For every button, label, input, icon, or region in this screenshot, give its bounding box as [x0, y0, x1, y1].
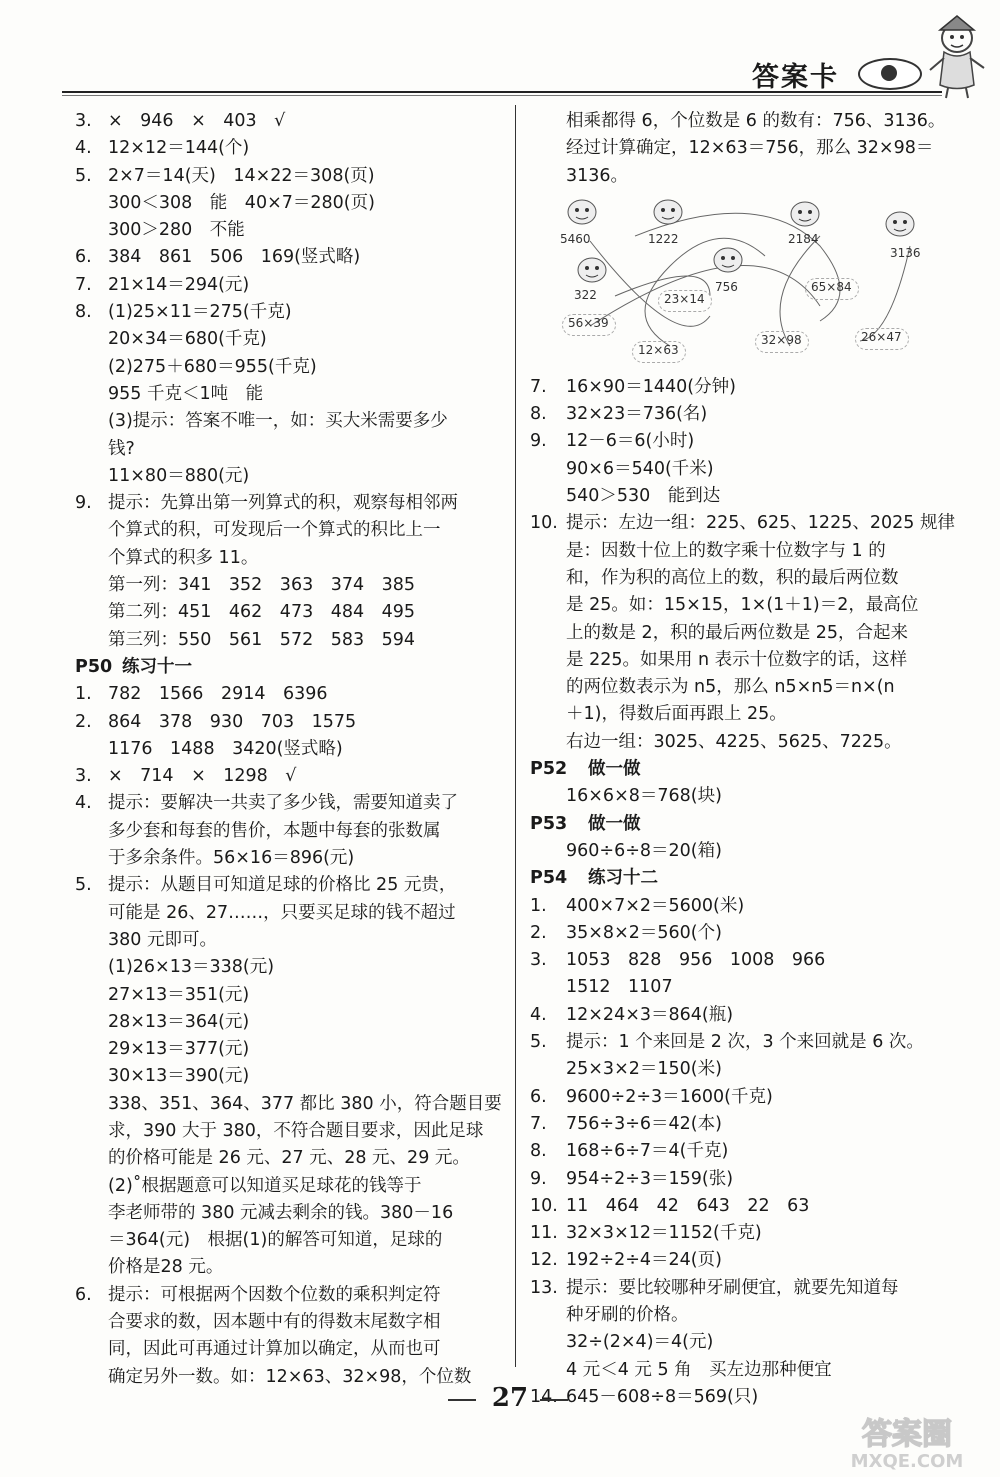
figure-label: 23×14: [664, 291, 705, 306]
answer-text: 合要求的数，因本题中有的得数末尾数字相: [108, 1312, 441, 1333]
answer-text: 第三列：550 561 572 583 594: [108, 629, 416, 650]
watermark-url: MXQE.COM: [850, 1451, 964, 1472]
answer-text: 是 225。如果用 n 表示十位数字的话，这样: [566, 649, 908, 670]
answer-text: 同，因此可再通过计算加以确定，从而也可: [108, 1339, 441, 1360]
answer-line: [530, 163, 950, 190]
answer-line: [530, 1275, 950, 1302]
answer-line: [75, 190, 505, 217]
right-column: [530, 108, 955, 1411]
answer-text: 782 1566 2914 6396: [108, 684, 328, 705]
answer-line: [530, 1302, 950, 1329]
question-number: 5.: [75, 165, 92, 186]
answer-text: 20×34＝680(千克): [108, 329, 267, 350]
answer-text: 864 378 930 703 1575: [108, 711, 357, 732]
cartoon-character-icon: [648, 196, 688, 228]
answer-line: [530, 456, 950, 483]
question-number: 3.: [530, 950, 547, 971]
section-page-ref: P52: [530, 759, 568, 780]
answer-line: [530, 401, 950, 428]
section-heading: [530, 811, 950, 838]
answer-text: 16×6×8＝768(块): [566, 786, 722, 807]
answer-text: 求，390 大于 380，不符合题目要求，因此足球: [108, 1120, 484, 1141]
question-number: 9.: [75, 493, 92, 514]
answer-line: [530, 647, 950, 674]
right-column-bottom: [530, 374, 955, 1411]
answer-line: [530, 947, 950, 974]
answer-line: [75, 681, 505, 708]
answer-text: 是 25。如：15×15，1×(1＋1)＝2，最高位: [566, 595, 919, 616]
question-number: 10.: [530, 513, 558, 534]
answer-text: (2)˚根据题意可以知道买足球花的钱等于: [108, 1175, 422, 1196]
question-number: 2.: [75, 711, 92, 732]
answer-text: 32×3×12＝1152(千克): [566, 1223, 762, 1244]
answer-text: 4 元＜4 元 5 角 买左边那种便宜: [566, 1359, 832, 1380]
header-rule-thin: [62, 95, 942, 96]
figure-label: 12×63: [638, 342, 679, 357]
answer-line: [75, 517, 505, 544]
answer-line: [75, 790, 505, 817]
question-number: 12.: [530, 1250, 558, 1271]
section-page-ref: P53: [530, 813, 568, 834]
answer-line: [75, 272, 505, 299]
answer-text: 192÷2÷4＝24(页): [566, 1250, 722, 1271]
question-number: 9.: [530, 431, 547, 452]
answer-text: 11×80＝880(元): [108, 465, 250, 486]
header-title: 答案卡: [752, 62, 839, 93]
answer-line: [530, 428, 950, 455]
answer-text: 960÷6÷8＝20(箱): [566, 840, 722, 861]
answer-line: [530, 1329, 950, 1356]
answer-line: [75, 299, 505, 326]
figure-label: 26×47: [861, 329, 902, 344]
figure-label: 56×39: [568, 315, 609, 330]
left-column: [75, 108, 505, 1391]
answer-line: [75, 872, 505, 899]
answer-text: 2×7＝14(天) 14×22＝308(页): [108, 165, 375, 186]
answer-text: 1176 1488 3420(竖式略): [108, 738, 343, 759]
figure-label: 1222: [648, 231, 679, 246]
figure-label: 65×84: [811, 279, 852, 294]
answer-text: 30×13＝390(元): [108, 1066, 250, 1087]
figure-label: 5460: [560, 231, 591, 246]
answer-text: 的两位数表示为 n5，那么 n5×n5＝n×(n: [566, 677, 895, 698]
answer-line: [75, 1336, 505, 1363]
answer-line: [530, 1247, 950, 1274]
answer-text: 价格是28 元。: [108, 1257, 224, 1278]
answer-text: 32÷(2×4)＝4(元): [566, 1332, 714, 1353]
cartoon-character-icon: [880, 208, 920, 240]
answer-line: [530, 483, 950, 510]
question-number: 6.: [530, 1086, 547, 1107]
answer-line: [75, 572, 505, 599]
answer-text: 400×7×2＝5600(米): [566, 895, 745, 916]
column-divider: [515, 105, 516, 1367]
question-number: 3.: [75, 111, 92, 131]
answer-text: 1512 1107: [566, 977, 673, 998]
answer-line: [75, 490, 505, 517]
answer-text: (1)26×13＝338(元): [108, 957, 275, 978]
answer-line: [75, 763, 505, 790]
question-number: 3.: [75, 766, 92, 787]
eye-logo-icon: [858, 58, 922, 90]
answer-line: [75, 1364, 505, 1391]
answer-text: 29×13＝377(元): [108, 1039, 250, 1060]
section-title: 做一做: [588, 759, 641, 780]
answer-line: [75, 1227, 505, 1254]
answer-text: 90×6＝540(千米): [566, 458, 714, 479]
answer-line: [75, 163, 505, 190]
answer-line: [75, 408, 505, 435]
cartoon-character-icon: [708, 244, 748, 276]
answer-text: 9600÷2÷3＝1600(千克): [566, 1086, 773, 1107]
answer-text: ＋1)，得数后面再跟上 25。: [566, 704, 787, 725]
answer-line: [75, 845, 505, 872]
answer-text: 300＜308 能 40×7＝280(页): [108, 192, 375, 213]
answer-text: 第二列：451 462 473 484 495: [108, 602, 416, 623]
question-number: 5.: [530, 1032, 547, 1053]
matching-figure: [560, 196, 950, 366]
answer-line: [530, 1384, 950, 1411]
question-number: 2.: [530, 922, 547, 943]
answer-text: (2)275＋680＝955(千克): [108, 356, 317, 377]
answer-line: [75, 1173, 505, 1200]
answer-line: [530, 783, 950, 810]
answer-line: [75, 381, 505, 408]
answer-text: 是：因数十位上的数字乘十位数字与 1 的: [566, 540, 886, 561]
mascot-illustration-icon: [922, 10, 992, 100]
answer-text: 提示：从题目可知道足球的价格比 25 元贵，: [108, 875, 457, 896]
answer-line: [75, 1009, 505, 1036]
answer-line: [530, 1111, 950, 1138]
answer-text: 27×13＝351(元): [108, 984, 250, 1005]
section-heading: [530, 865, 950, 892]
answer-line: [75, 982, 505, 1009]
page-header: [0, 0, 1000, 100]
answer-text: 756÷3÷6＝42(本): [566, 1113, 722, 1134]
answer-line: [75, 326, 505, 353]
answer-line: [530, 108, 950, 135]
answer-text: 168÷6÷7＝4(千克): [566, 1141, 729, 1162]
answer-line: [75, 599, 505, 626]
answer-text: 提示：左边一组：225、625、1225、2025 规律: [566, 513, 955, 534]
answer-text: 个算式的积多 11。: [108, 547, 259, 568]
question-number: 10.: [530, 1195, 558, 1216]
answer-line: [75, 244, 505, 271]
question-number: 6.: [75, 247, 92, 268]
answer-line: [530, 701, 950, 728]
answer-line: [530, 538, 950, 565]
answer-line: [530, 135, 950, 162]
section-page-ref: P54: [530, 868, 568, 889]
answer-text: 钱?: [108, 438, 135, 459]
answer-text: 相乘都得 6，个位数是 6 的数有：756、3136。: [566, 111, 946, 131]
answer-line: [75, 135, 505, 162]
answer-text: 种牙刷的价格。: [566, 1304, 689, 1325]
answer-line: [75, 436, 505, 463]
answer-text: 28×13＝364(元): [108, 1011, 250, 1032]
section-title: 练习十二: [588, 868, 658, 889]
question-number: 13.: [530, 1277, 558, 1298]
answer-line: [75, 463, 505, 490]
answer-line: [75, 217, 505, 244]
answer-text: 提示：先算出第一列算式的积，观察每相邻两: [108, 493, 458, 514]
answer-text: 第一列：341 352 363 374 385: [108, 575, 416, 596]
answer-text: 可能是 26、27……，只要买足球的钱不超过: [108, 902, 456, 923]
answer-text: 25×3×2＝150(米): [566, 1059, 722, 1080]
answer-text: 上的数是 2，积的最后两位数是 25，合起来: [566, 622, 909, 643]
figure-label: 3136: [890, 245, 921, 260]
answer-line: [75, 1309, 505, 1336]
answer-line: [530, 1056, 950, 1083]
answer-line: [530, 920, 950, 947]
answer-line: [75, 954, 505, 981]
answer-text: 35×8×2＝560(个): [566, 922, 722, 943]
section-title: 练习十一: [122, 656, 192, 677]
figure-label: 756: [715, 279, 738, 294]
answer-text: 提示：1 个来回是 2 次，3 个来回就是 6 次。: [566, 1032, 924, 1053]
question-number: 4.: [75, 138, 92, 159]
figure-label: 2184: [788, 231, 819, 246]
section-page-ref: P50: [75, 656, 113, 677]
answer-text: 的价格可能是 26 元、27 元、28 元、29 元。: [108, 1148, 470, 1169]
answer-text: 提示：要解决一共卖了多少钱，需要知道卖了: [108, 793, 458, 814]
answer-line: [530, 1220, 950, 1247]
answer-text: (3)提示：答案不唯一，如：买大米需要多少: [108, 411, 448, 432]
answer-line: [75, 818, 505, 845]
answer-line: [530, 974, 950, 1001]
answer-text: 1053 828 956 1008 966: [566, 950, 826, 971]
answer-line: [75, 1036, 505, 1063]
answer-text: 300＞280 不能: [108, 220, 245, 241]
figure-label: 322: [574, 287, 597, 302]
page-number: 27: [491, 1383, 529, 1413]
cartoon-character-icon: [572, 254, 612, 286]
answer-text: 提示：要比较哪种牙刷便宜，就要先知道每: [566, 1277, 899, 1298]
answer-text: 3136。: [566, 165, 629, 186]
section-heading: [530, 756, 950, 783]
answer-text: 个算式的积，可发现后一个算式的积比上一: [108, 520, 441, 541]
answer-text: (1)25×11＝275(千克): [108, 302, 292, 323]
question-number: 4.: [530, 1004, 547, 1025]
watermark-logo: [822, 1412, 992, 1472]
answer-text: 12×24×3＝864(瓶): [566, 1004, 734, 1025]
question-number: 8.: [75, 302, 92, 323]
question-number: 1.: [530, 895, 547, 916]
answer-text: 16×90＝1440(分钟): [566, 376, 736, 397]
section-title: 做一做: [588, 813, 641, 834]
answer-text: ＝364(元) 根据(1)的解答可知道，足球的: [108, 1230, 443, 1251]
question-number: 8.: [530, 1141, 547, 1162]
answer-line: [75, 1118, 505, 1145]
answer-text: 右边一组：3025、4225、5625、7225。: [566, 731, 902, 752]
answer-line: [530, 838, 950, 865]
answer-line: [530, 1138, 950, 1165]
answer-line: [75, 736, 505, 763]
answer-line: [530, 620, 950, 647]
header-rule: [62, 91, 942, 93]
answer-line: [530, 1002, 950, 1029]
answer-text: 645－608÷8＝569(只): [566, 1386, 759, 1407]
answer-line: [75, 1145, 505, 1172]
figure-label: 32×98: [761, 332, 802, 347]
question-number: 9.: [530, 1168, 547, 1189]
answer-line: [530, 1084, 950, 1111]
question-number: 8.: [530, 404, 547, 425]
answer-line: [530, 565, 950, 592]
answer-text: 338、351、364、377 都比 380 小，符合题目要: [108, 1093, 502, 1114]
answer-line: [75, 545, 505, 572]
answer-text: 21×14＝294(元): [108, 274, 250, 295]
question-number: 4.: [75, 793, 92, 814]
answer-text: × 714 × 1298 √: [108, 766, 297, 787]
question-number: 1.: [75, 684, 92, 705]
answer-text: 经过计算确定，12×63＝756，那么 32×98＝: [566, 138, 934, 159]
answer-text: 954÷2÷3＝159(张): [566, 1168, 734, 1189]
answer-text: 32×23＝736(名): [566, 404, 708, 425]
answer-line: [530, 1029, 950, 1056]
answer-text: 提示：可根据两个因数个位数的乘积判定符: [108, 1284, 441, 1305]
answer-line: [530, 510, 955, 537]
answer-line: [75, 108, 505, 135]
answer-text: × 946 × 403 √: [108, 111, 286, 131]
answer-line: [75, 1254, 505, 1281]
answer-text: 540＞530 能到达: [566, 486, 721, 507]
answer-line: [75, 709, 505, 736]
answer-line: [75, 1282, 505, 1309]
answer-line: [75, 354, 505, 381]
answer-line: [75, 1200, 505, 1227]
watermark-text: 答案圈: [862, 1417, 952, 1452]
question-number: 7.: [530, 376, 547, 397]
right-column-top: [530, 108, 950, 190]
answer-line: [530, 374, 950, 401]
answer-line: [530, 729, 950, 756]
answer-line: [530, 893, 950, 920]
cartoon-character-icon: [562, 196, 602, 228]
answer-line: [75, 900, 505, 927]
section-heading: [75, 654, 505, 681]
answer-line: [530, 592, 950, 619]
question-number: 11.: [530, 1223, 558, 1244]
answer-line: [530, 674, 950, 701]
answer-line: [530, 1166, 950, 1193]
cartoon-character-icon: [785, 198, 825, 230]
answer-line: [75, 1091, 505, 1118]
question-number: 5.: [75, 875, 92, 896]
answer-text: 11 464 42 643 22 63: [566, 1195, 810, 1216]
answer-line: [530, 1193, 950, 1220]
page-number-dash-right: [540, 1399, 568, 1401]
answer-text: 和，作为积的高位上的数，积的最后两位数: [566, 567, 899, 588]
question-number: 6.: [75, 1284, 92, 1305]
answer-text: 12×12＝144(个): [108, 138, 250, 159]
answer-text: 12－6＝6(小时): [566, 431, 695, 452]
answer-text: 于多余条件。56×16＝896(元): [108, 848, 355, 869]
answer-line: [75, 627, 505, 654]
question-number: 14.: [530, 1386, 558, 1407]
question-number: 7.: [530, 1113, 547, 1134]
answer-text: 李老师带的 380 元减去剩余的钱。380－16: [108, 1202, 454, 1223]
answer-text: 384 861 506 169(竖式略): [108, 247, 361, 268]
answer-text: 380 元即可。: [108, 929, 217, 950]
answer-text: 955 千克＜1吨 能: [108, 383, 264, 404]
answer-text: 多少套和每套的售价，本题中每套的张数属: [108, 820, 441, 841]
answer-line: [75, 927, 505, 954]
question-number: 7.: [75, 274, 92, 295]
answer-line: [75, 1063, 505, 1090]
answer-line: [530, 1357, 950, 1384]
answer-text: 确定另外一数。如：12×63、32×98，个位数: [108, 1366, 472, 1387]
